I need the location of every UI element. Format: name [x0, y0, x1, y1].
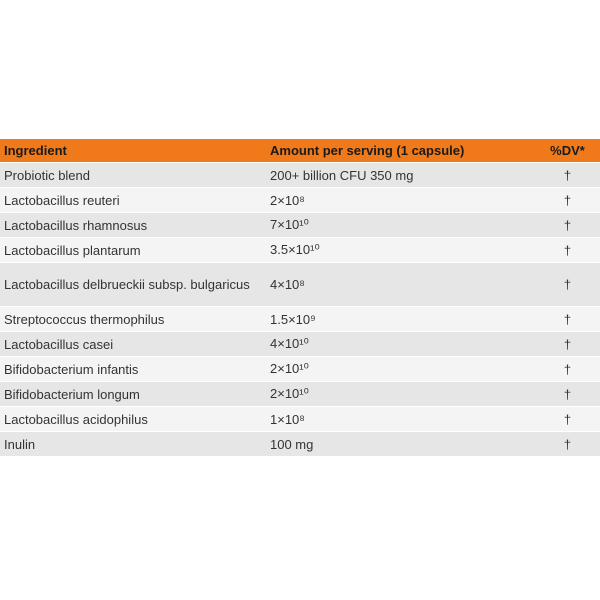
ingredient-cell: Probiotic blend: [4, 167, 90, 183]
ingredient-cell: Lactobacillus acidophilus: [4, 411, 148, 427]
ingredient-cell: Lactobacillus delbrueckii subsp. bulgaricus: [4, 277, 250, 292]
amount-cell: 1.5×10⁹: [270, 311, 316, 327]
dv-cell: †: [563, 361, 572, 377]
header-dv: %DV*: [550, 143, 585, 158]
ingredient-cell: Streptococcus thermophilus: [4, 311, 165, 327]
table-row: [0, 407, 600, 432]
amount-cell: 4×10¹⁰: [270, 336, 309, 351]
table-row: [0, 307, 600, 332]
dv-cell: †: [563, 436, 572, 452]
table-row: [0, 357, 600, 382]
ingredient-cell: Lactobacillus reuteri: [4, 192, 120, 208]
table-row: [0, 163, 600, 188]
dv-cell: †: [563, 167, 572, 183]
ingredient-cell: Bifidobacterium infantis: [4, 361, 139, 377]
table-row: [0, 432, 600, 457]
ingredient-cell: Lactobacillus rhamnosus: [4, 217, 148, 233]
dv-cell: †: [563, 386, 572, 402]
amount-cell: 200+ billion CFU 350 mg: [270, 167, 414, 183]
amount-cell: 7×10¹⁰: [270, 217, 309, 232]
ingredient-cell: Lactobacillus casei: [4, 336, 114, 352]
amount-cell: 100 mg: [270, 436, 314, 452]
amount-cell: 3.5×10¹⁰: [270, 242, 320, 257]
dv-cell: †: [563, 192, 572, 208]
amount-cell: 2×10⁸: [270, 192, 305, 208]
ingredient-cell: Inulin: [4, 436, 36, 452]
dv-cell: †: [563, 277, 572, 292]
dv-cell: †: [563, 242, 572, 258]
supplement-facts-table: [0, 139, 600, 457]
ingredient-cell: Lactobacillus plantarum: [4, 242, 141, 258]
dv-cell: †: [563, 336, 572, 352]
table-row: [0, 382, 600, 407]
table-row: [0, 263, 600, 307]
dv-cell: †: [563, 411, 572, 427]
table-row: [0, 238, 600, 263]
table-header-row: [0, 139, 600, 163]
amount-cell: 2×10¹⁰: [270, 361, 309, 376]
amount-cell: 1×10⁸: [270, 411, 305, 427]
dv-cell: †: [563, 217, 572, 233]
ingredient-cell: Bifidobacterium longum: [4, 386, 140, 402]
dv-cell: †: [563, 311, 572, 327]
amount-cell: 4×10⁸: [270, 277, 305, 292]
table-row: [0, 213, 600, 238]
amount-cell: 2×10¹⁰: [270, 386, 309, 401]
table-row: [0, 332, 600, 357]
table-row: [0, 188, 600, 213]
header-ingredient: Ingredient: [4, 143, 67, 158]
header-amount: Amount per serving (1 capsule): [270, 143, 465, 158]
